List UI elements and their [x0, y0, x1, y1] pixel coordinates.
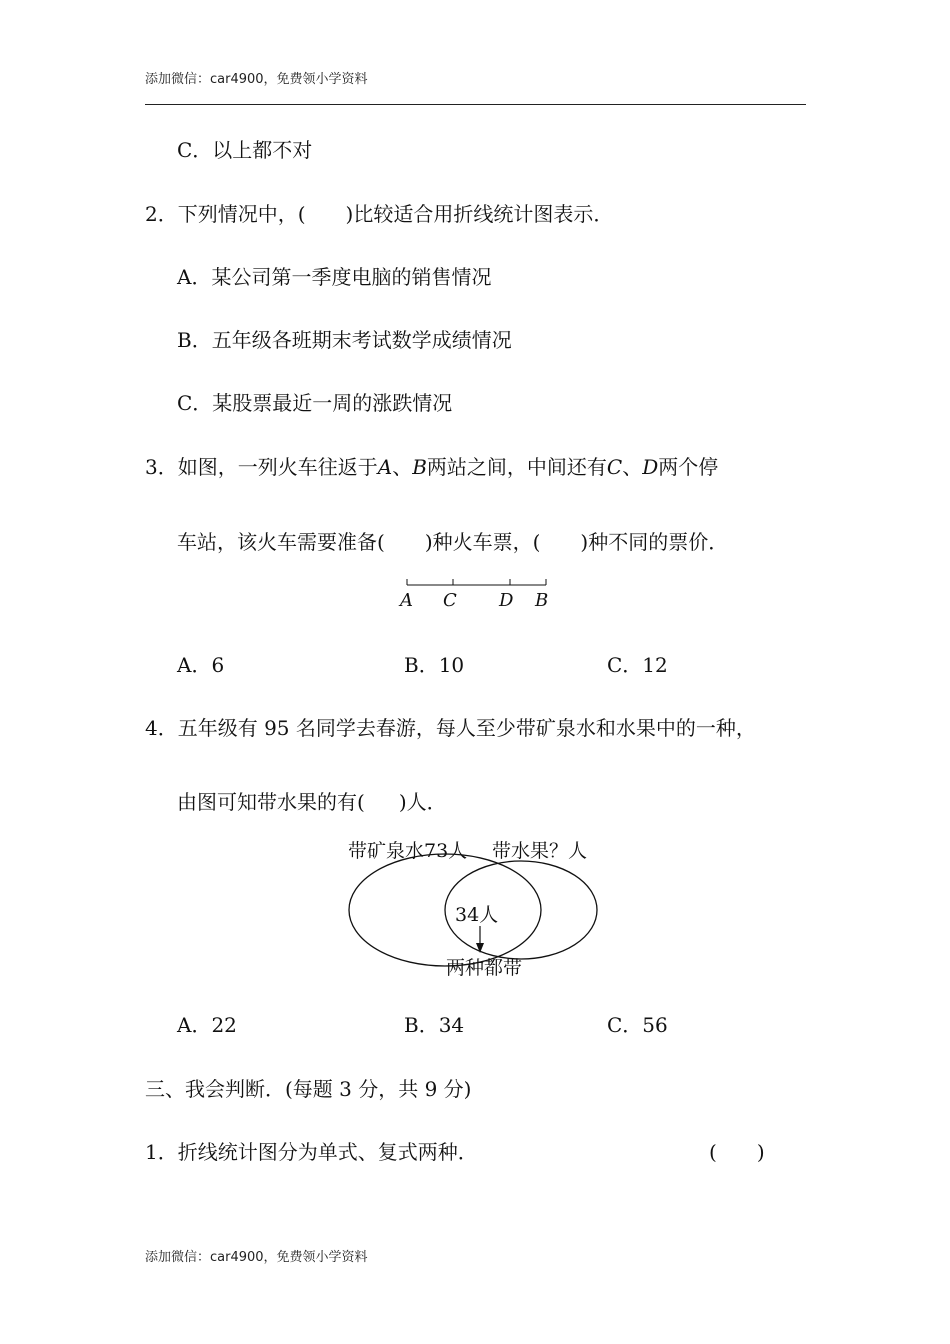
q3-text: 两个停	[658, 455, 719, 479]
label-c: C	[443, 590, 457, 611]
q3-station-diagram	[396, 574, 566, 614]
q3-separator: 、	[622, 455, 643, 479]
label-b: B	[535, 590, 549, 611]
q3-text: 3．如图，一列火车往返于	[145, 455, 378, 479]
q4-stem-line1: 4．五年级有 95 名同学去春游，每人至少带矿泉水和水果中的一种，	[145, 716, 756, 740]
venn-label-both: 两种都带	[446, 957, 523, 979]
q3-text: 两站之间，中间还有	[426, 455, 607, 479]
q3-station-b: B	[412, 455, 427, 479]
q2-option-c: C．某股票最近一周的涨跌情况	[177, 391, 453, 415]
section3-title: 三、我会判断．(每题 3 分，共 9 分)	[145, 1077, 472, 1101]
q3-station-c: C	[606, 455, 623, 479]
q3-text: 车站，该火车需要准备(	[177, 530, 385, 554]
bracket-open: (	[709, 1140, 717, 1164]
header-watermark: 添加微信：car4900，免费领小学资料	[145, 72, 368, 87]
q3-stem-line1	[145, 453, 718, 481]
venn-label-both-count: 34人	[455, 904, 499, 926]
q4-stem-line2	[177, 788, 447, 816]
q3-text: )种不同的票价．	[580, 530, 729, 554]
q4-option-a: A．22	[177, 1013, 237, 1037]
label-d: D	[499, 590, 514, 611]
q2-option-a: A．某公司第一季度电脑的销售情况	[177, 265, 492, 289]
q2-stem	[145, 200, 613, 228]
q4-text: 由图可知带水果的有(	[177, 790, 365, 814]
q2-stem-end: )比较适合用折线统计图表示．	[345, 202, 614, 226]
q4-venn-diagram	[345, 832, 605, 982]
q3-option-b: B．10	[404, 653, 465, 677]
q3-separator: 、	[392, 455, 413, 479]
section3-q1: 1．折线统计图分为单式、复式两种．	[145, 1140, 478, 1164]
venn-label-water: 带矿泉水73人	[348, 840, 468, 862]
q3-option-a: A．6	[177, 653, 225, 677]
q4-option-c: C．56	[607, 1013, 668, 1037]
q3-station-d: D	[642, 455, 659, 479]
footer-watermark: 添加微信：car4900，免费领小学资料	[145, 1250, 368, 1265]
q3-option-c: C．12	[607, 653, 668, 677]
q2-stem-start: 2．下列情况中，(	[145, 202, 306, 226]
section3-q1-answer-box[interactable]	[709, 1138, 765, 1166]
arrow-down-icon	[476, 943, 484, 953]
q1-option-c: C．以上都不对	[177, 138, 313, 162]
q3-stem-line2	[177, 528, 728, 556]
q3-station-a: A	[377, 455, 393, 479]
bracket-close: )	[756, 1140, 765, 1164]
header-divider	[145, 104, 806, 105]
q4-text: )人．	[398, 790, 447, 814]
q2-option-b: B．五年级各班期末考试数学成绩情况	[177, 328, 512, 352]
label-a: A	[400, 590, 413, 611]
q3-text: )种火车票，(	[424, 530, 541, 554]
q4-option-b: B．34	[404, 1013, 465, 1037]
venn-label-fruit: 带水果？人	[492, 840, 588, 862]
